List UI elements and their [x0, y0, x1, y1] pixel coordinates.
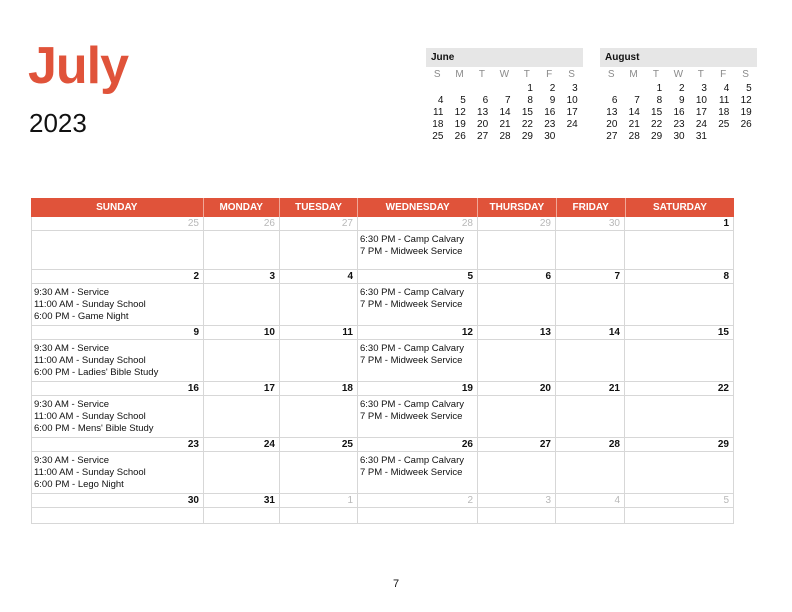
- day-events-cell: [358, 396, 478, 438]
- day-events-cell: [358, 284, 478, 326]
- day-number: 22: [625, 382, 734, 396]
- weekday-header: WEDNESDAY: [358, 198, 478, 217]
- event-item: 9:30 AM - Service: [34, 343, 109, 354]
- mini-day: 7: [634, 95, 640, 106]
- mini-day: 9: [549, 95, 556, 106]
- mini-day: 14: [628, 107, 640, 118]
- day-number: 20: [478, 382, 556, 396]
- mini-day: 14: [499, 107, 511, 118]
- day-number: 28: [358, 217, 478, 231]
- mini-weekday-label: T: [478, 69, 486, 80]
- mini-weekday-label: F: [546, 69, 553, 80]
- day-number: 21: [556, 382, 625, 396]
- event-item: 11:00 AM - Sunday School: [34, 355, 146, 366]
- mini-day: 6: [611, 95, 618, 106]
- day-events-cell: [204, 284, 280, 326]
- day-events-cell: [31, 452, 204, 494]
- mini-day: 29: [521, 131, 533, 142]
- day-events-cell: [478, 231, 556, 270]
- day-number: 13: [478, 326, 556, 340]
- event-item: 11:00 AM - Sunday School: [34, 299, 146, 310]
- weekday-header-row: [31, 198, 734, 217]
- mini-day: 1: [527, 83, 533, 94]
- day-events-cell: [625, 284, 734, 326]
- day-number: 10: [204, 326, 280, 340]
- event-item: 6:00 PM - Mens' Bible Study: [34, 423, 154, 434]
- mini-day: 9: [679, 95, 685, 106]
- week-events-row: [31, 508, 734, 524]
- mini-calendar-grid: [426, 67, 583, 143]
- mini-day: 3: [572, 83, 578, 94]
- day-number: 4: [280, 270, 358, 284]
- weekday-header: TUESDAY: [280, 198, 358, 217]
- month-title: July: [28, 37, 129, 95]
- mini-day: 13: [477, 107, 489, 118]
- mini-day: 27: [477, 131, 489, 142]
- mini-day: 17: [566, 107, 578, 118]
- mini-day: 18: [432, 119, 444, 130]
- day-number: 1: [280, 494, 358, 508]
- mini-day: [712, 131, 734, 143]
- mini-day: 12: [454, 107, 466, 118]
- mini-weekday-label: W: [499, 69, 510, 80]
- mini-day: 24: [566, 119, 578, 130]
- mini-weekday-label: T: [652, 69, 660, 80]
- event-item: 7 PM - Midweek Service: [360, 299, 463, 310]
- day-number: 19: [358, 382, 478, 396]
- week-events-row: [31, 340, 734, 382]
- mini-weekday-label: T: [697, 69, 704, 80]
- day-number: 1: [625, 217, 734, 231]
- mini-day: 31: [695, 131, 707, 142]
- mini-day: 27: [606, 131, 618, 142]
- day-events-cell: [204, 396, 280, 438]
- mini-day: 21: [499, 119, 511, 130]
- week-events-row: [31, 452, 734, 494]
- mini-weekday-label: T: [523, 69, 530, 80]
- mini-day: 21: [628, 119, 640, 130]
- day-number: 29: [478, 217, 556, 231]
- day-number: 27: [478, 438, 556, 452]
- week-number-row: [31, 217, 734, 231]
- day-number: 25: [280, 438, 358, 452]
- mini-calendar-title: August: [600, 48, 757, 67]
- weekday-header: THURSDAY: [478, 198, 556, 217]
- day-number: 30: [556, 217, 625, 231]
- day-events-cell: [280, 340, 358, 382]
- day-events-cell: [625, 508, 734, 524]
- mini-calendar-june: [426, 48, 583, 143]
- weekday-header: SUNDAY: [31, 198, 204, 217]
- day-events-cell: [625, 340, 734, 382]
- mini-day: [471, 83, 493, 95]
- mini-weekday-label: F: [720, 69, 727, 80]
- event-item: 11:00 AM - Sunday School: [34, 411, 146, 422]
- mini-day: 23: [673, 119, 685, 130]
- mini-day: 11: [718, 95, 730, 106]
- day-events-cell: [625, 231, 734, 270]
- day-number: 14: [556, 326, 625, 340]
- mini-day: 2: [679, 83, 685, 94]
- day-events-cell: [478, 284, 556, 326]
- mini-day: 2: [549, 83, 556, 94]
- event-item: 6:00 PM - Lego Night: [34, 479, 124, 490]
- day-number: 24: [204, 438, 280, 452]
- mini-day: [560, 131, 582, 143]
- mini-day: 15: [521, 107, 533, 118]
- day-number: 8: [625, 270, 734, 284]
- mini-weekday-label: S: [607, 69, 615, 80]
- day-number: 18: [280, 382, 358, 396]
- mini-calendar-august: [600, 48, 757, 143]
- mini-day: [426, 83, 448, 95]
- mini-day: 20: [477, 119, 489, 130]
- day-number: 6: [478, 270, 556, 284]
- event-item: 9:30 AM - Service: [34, 455, 109, 466]
- mini-day: [734, 131, 756, 143]
- event-item: 7 PM - Midweek Service: [360, 411, 463, 422]
- day-events-cell: [280, 452, 358, 494]
- day-events-cell: [204, 340, 280, 382]
- mini-day: 10: [695, 95, 707, 106]
- day-number: 26: [204, 217, 280, 231]
- day-events-cell: [358, 452, 478, 494]
- day-number: 9: [31, 326, 204, 340]
- mini-day: 17: [695, 107, 707, 118]
- day-number: 5: [358, 270, 478, 284]
- day-events-cell: [556, 231, 625, 270]
- day-events-cell: [204, 452, 280, 494]
- mini-day: 7: [505, 95, 511, 106]
- day-number: 15: [625, 326, 734, 340]
- day-events-cell: [556, 284, 625, 326]
- day-events-cell: [204, 508, 280, 524]
- day-events-cell: [204, 231, 280, 270]
- day-number: 5: [625, 494, 734, 508]
- event-item: 9:30 AM - Service: [34, 287, 109, 298]
- mini-day: 5: [746, 83, 752, 94]
- event-item: 7 PM - Midweek Service: [360, 246, 463, 257]
- mini-day: 26: [740, 119, 752, 130]
- year-title: 2023: [29, 108, 87, 138]
- event-item: 7 PM - Midweek Service: [360, 355, 463, 366]
- day-events-cell: [280, 231, 358, 270]
- day-events-cell: [31, 508, 204, 524]
- mini-weekday-label: S: [742, 69, 749, 80]
- mini-day: [448, 83, 470, 95]
- mini-day: [622, 83, 644, 95]
- mini-day: 4: [723, 83, 730, 94]
- mini-day: 22: [651, 119, 663, 130]
- mini-weekday-label: S: [433, 69, 441, 80]
- event-item: 9:30 AM - Service: [34, 399, 109, 410]
- week-events-row: [31, 231, 734, 270]
- week-number-row: [31, 438, 734, 452]
- day-number: 2: [31, 270, 204, 284]
- mini-day: 4: [437, 95, 444, 106]
- day-events-cell: [556, 452, 625, 494]
- day-number: 28: [556, 438, 625, 452]
- mini-day: 23: [544, 119, 556, 130]
- day-number: 25: [31, 217, 204, 231]
- day-events-cell: [625, 452, 734, 494]
- day-events-cell: [31, 231, 204, 270]
- event-item: 6:30 PM - Camp Calvary: [360, 343, 465, 354]
- mini-day: 19: [454, 119, 466, 130]
- mini-day: 25: [718, 119, 730, 130]
- mini-day: 11: [433, 107, 444, 118]
- week-events-row: [31, 396, 734, 438]
- mini-day: [600, 83, 622, 95]
- event-item: 6:30 PM - Camp Calvary: [360, 399, 465, 410]
- day-events-cell: [556, 396, 625, 438]
- event-item: 6:00 PM - Game Night: [34, 311, 129, 322]
- mini-day: 18: [718, 107, 730, 118]
- day-events-cell: [280, 508, 358, 524]
- day-events-cell: [478, 508, 556, 524]
- day-number: 2: [358, 494, 478, 508]
- mini-day: 28: [628, 131, 640, 142]
- week-number-row: [31, 270, 734, 284]
- day-events-cell: [556, 340, 625, 382]
- day-events-cell: [280, 284, 358, 326]
- day-number: 11: [280, 326, 358, 340]
- mini-day: 1: [656, 83, 663, 94]
- mini-day: 16: [673, 107, 685, 118]
- mini-day: 26: [454, 131, 466, 142]
- day-number: 26: [358, 438, 478, 452]
- event-item: 6:30 PM - Camp Calvary: [360, 234, 465, 245]
- event-item: 11:00 AM - Sunday School: [34, 467, 146, 478]
- event-item: 6:30 PM - Camp Calvary: [360, 455, 465, 466]
- week-number-row: [31, 382, 734, 396]
- mini-weekday-label: M: [629, 69, 638, 80]
- mini-weekday-label: M: [455, 69, 464, 80]
- weekday-header: SATURDAY: [652, 202, 707, 213]
- weekday-header: MONDAY: [204, 198, 280, 217]
- mini-day: 25: [432, 131, 444, 142]
- mini-day: 30: [544, 131, 556, 142]
- day-number: 27: [280, 217, 358, 231]
- day-number: 16: [31, 382, 204, 396]
- mini-calendar-title: June: [426, 48, 583, 67]
- mini-weekday-label: S: [568, 69, 575, 80]
- week-number-row: [31, 326, 734, 340]
- day-number: 4: [556, 494, 625, 508]
- day-events-cell: [31, 396, 204, 438]
- mini-day: [493, 83, 515, 95]
- page-number: 7: [392, 578, 400, 590]
- mini-day: 22: [521, 119, 533, 130]
- event-item: 6:30 PM - Camp Calvary: [360, 287, 465, 298]
- event-item: 6:00 PM - Ladies' Bible Study: [34, 367, 159, 378]
- day-number: 17: [204, 382, 280, 396]
- day-number: 3: [478, 494, 556, 508]
- day-events-cell: [478, 452, 556, 494]
- mini-day: 3: [701, 83, 707, 94]
- day-events-cell: [625, 396, 734, 438]
- day-number: 30: [31, 494, 204, 508]
- mini-day: 28: [499, 131, 511, 142]
- week-number-row: [31, 494, 734, 508]
- mini-day: 13: [606, 107, 618, 118]
- mini-day: 15: [651, 107, 663, 118]
- mini-day: 20: [606, 119, 618, 130]
- mini-day: 8: [656, 95, 663, 106]
- mini-day: 16: [544, 107, 556, 118]
- mini-day: 6: [482, 95, 489, 106]
- mini-day: 30: [673, 131, 685, 142]
- mini-day: 12: [740, 95, 752, 106]
- day-events-cell: [358, 231, 478, 270]
- day-events-cell: [31, 284, 204, 326]
- day-number: 31: [204, 494, 280, 508]
- day-events-cell: [358, 340, 478, 382]
- event-item: 7 PM - Midweek Service: [360, 467, 463, 478]
- day-events-cell: [280, 396, 358, 438]
- day-number: 3: [204, 270, 280, 284]
- mini-day: 19: [740, 107, 752, 118]
- day-number: 29: [625, 438, 734, 452]
- day-number: 12: [358, 326, 478, 340]
- day-events-cell: [478, 396, 556, 438]
- mini-day: 24: [695, 119, 707, 130]
- month-calendar: [31, 198, 734, 524]
- day-events-cell: [556, 508, 625, 524]
- week-events-row: [31, 284, 734, 326]
- weekday-header: FRIDAY: [557, 198, 626, 217]
- mini-day: 10: [566, 95, 578, 106]
- day-events-cell: [478, 340, 556, 382]
- day-number: 7: [556, 270, 625, 284]
- mini-calendar-grid: [600, 67, 757, 143]
- mini-day: 8: [527, 95, 533, 106]
- mini-day: 29: [651, 131, 663, 142]
- day-number: 23: [31, 438, 204, 452]
- mini-day: 5: [460, 95, 466, 106]
- day-events-cell: [358, 508, 478, 524]
- day-events-cell: [31, 340, 204, 382]
- calendar-weeks: [31, 217, 734, 524]
- mini-weekday-label: W: [673, 69, 684, 80]
